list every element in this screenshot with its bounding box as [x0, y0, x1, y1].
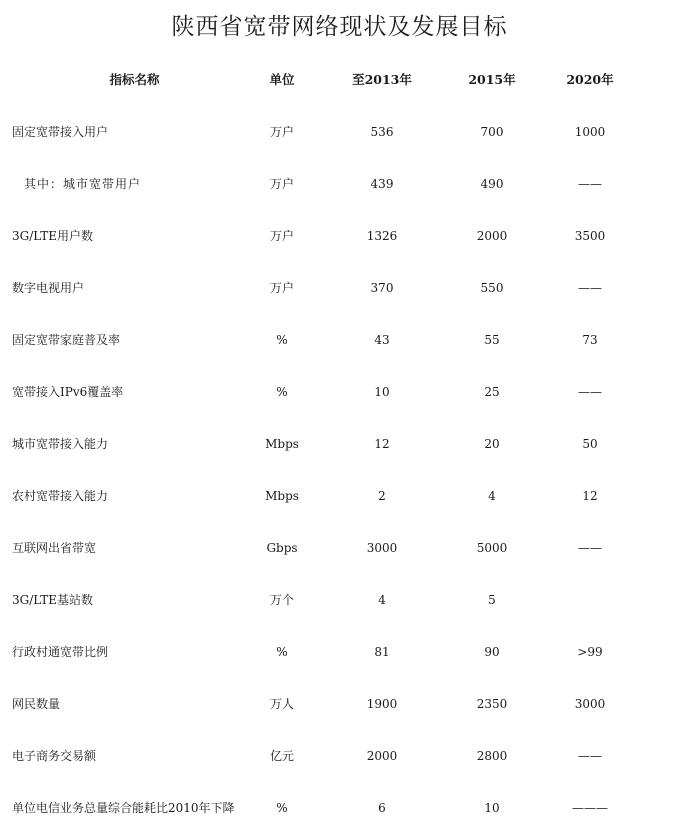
unit: Gbps: [266, 541, 298, 555]
value-2020: 3500: [574, 229, 606, 243]
table-row: [0, 418, 679, 470]
indicator-name: 3G/LTE基站数: [12, 593, 94, 607]
value-2013: 2000: [366, 749, 398, 763]
value-2015: 4: [488, 489, 496, 503]
indicator-name: 行政村通宽带比例: [12, 645, 109, 659]
value-2015: 55: [484, 333, 500, 347]
indicator-name: 其中：城市宽带用户: [24, 177, 142, 191]
header-unit: 单位: [269, 72, 295, 87]
value-2020: 1000: [574, 125, 606, 139]
value-2013: 1326: [366, 229, 398, 243]
value-2015: 2800: [476, 749, 508, 763]
unit: 万户: [269, 281, 294, 295]
indicator-table: [0, 54, 679, 834]
indicator-name: 3G/LTE用户数: [12, 229, 94, 243]
unit: %: [276, 385, 288, 399]
indicator-name: 互联网出省带宽: [12, 541, 97, 555]
value-2013: 4: [378, 593, 386, 607]
page-title: 陕西省宽带网络现状及发展目标: [171, 14, 508, 40]
indicator-name: 固定宽带家庭普及率: [12, 333, 121, 347]
value-2015: 550: [480, 281, 504, 295]
value-2020: 3000: [574, 697, 606, 711]
indicator-name: 电子商务交易额: [12, 749, 97, 763]
value-2015: 700: [480, 125, 504, 139]
header-2015: 2015年: [468, 72, 516, 87]
value-2013: 1900: [366, 697, 398, 711]
table-row: [0, 106, 679, 158]
table-row: [0, 782, 679, 834]
value-2015: 10: [484, 801, 500, 815]
unit: %: [276, 645, 288, 659]
value-2015: 5000: [476, 541, 508, 555]
indicator-name: 宽带接入IPv6覆盖率: [12, 385, 124, 399]
unit: 万户: [269, 177, 294, 191]
unit: 万人: [269, 697, 294, 711]
table-row: [0, 678, 679, 730]
unit: Mbps: [265, 437, 299, 451]
table-row: [0, 314, 679, 366]
value-2013: 2: [378, 489, 386, 503]
value-2015: 2000: [476, 229, 508, 243]
value-2020: ——: [578, 541, 602, 555]
value-2020: ——: [578, 177, 602, 191]
table-row: [0, 626, 679, 678]
unit: 万个: [269, 593, 294, 607]
table-row: [0, 574, 679, 626]
value-2020: >99: [577, 645, 603, 659]
header-indicator-name: 指标名称: [109, 72, 160, 87]
value-2013: 439: [370, 177, 394, 191]
table-row: [0, 210, 679, 262]
value-2013: 10: [374, 385, 390, 399]
value-2020: 73: [582, 333, 598, 347]
header-2020: 2020年: [566, 72, 614, 87]
value-2013: 536: [370, 125, 394, 139]
value-2020: ——: [578, 749, 602, 763]
value-2020: ——: [578, 385, 602, 399]
value-2013: 6: [378, 801, 386, 815]
indicator-name: 固定宽带接入用户: [12, 125, 109, 139]
value-2013: 43: [374, 333, 390, 347]
value-2015: 5: [488, 593, 496, 607]
unit: 亿元: [269, 749, 294, 763]
value-2020: [550, 574, 630, 626]
value-2020: ———: [572, 801, 608, 815]
table-header-row: [0, 54, 679, 106]
unit: Mbps: [265, 489, 299, 503]
indicator-name: 数字电视用户: [12, 281, 85, 295]
table-row: [0, 262, 679, 314]
indicator-name: 农村宽带接入能力: [12, 489, 109, 503]
value-2015: 2350: [476, 697, 508, 711]
value-2013: 81: [374, 645, 390, 659]
table-row: [0, 366, 679, 418]
value-2013: 3000: [366, 541, 398, 555]
value-2015: 20: [484, 437, 500, 451]
table-row: [0, 730, 679, 782]
unit: 万户: [269, 125, 294, 139]
unit: %: [276, 801, 288, 815]
indicator-name: 城市宽带接入能力: [12, 437, 109, 451]
value-2015: 490: [480, 177, 504, 191]
table-row: [0, 522, 679, 574]
header-2013: 至2013年: [352, 72, 412, 87]
value-2020: 12: [582, 489, 598, 503]
value-2015: 90: [484, 645, 500, 659]
indicator-name: 单位电信业务总量综合能耗比2010年下降: [12, 801, 235, 815]
unit: 万户: [269, 229, 294, 243]
value-2013: 12: [374, 437, 390, 451]
table-body: [0, 106, 679, 834]
value-2020: ——: [578, 281, 602, 295]
table-row: [0, 158, 679, 210]
indicator-name: 网民数量: [12, 697, 61, 711]
value-2020: 50: [582, 437, 598, 451]
value-2013: 370: [370, 281, 394, 295]
table-row: [0, 470, 679, 522]
unit: %: [276, 333, 288, 347]
value-2015: 25: [484, 385, 500, 399]
